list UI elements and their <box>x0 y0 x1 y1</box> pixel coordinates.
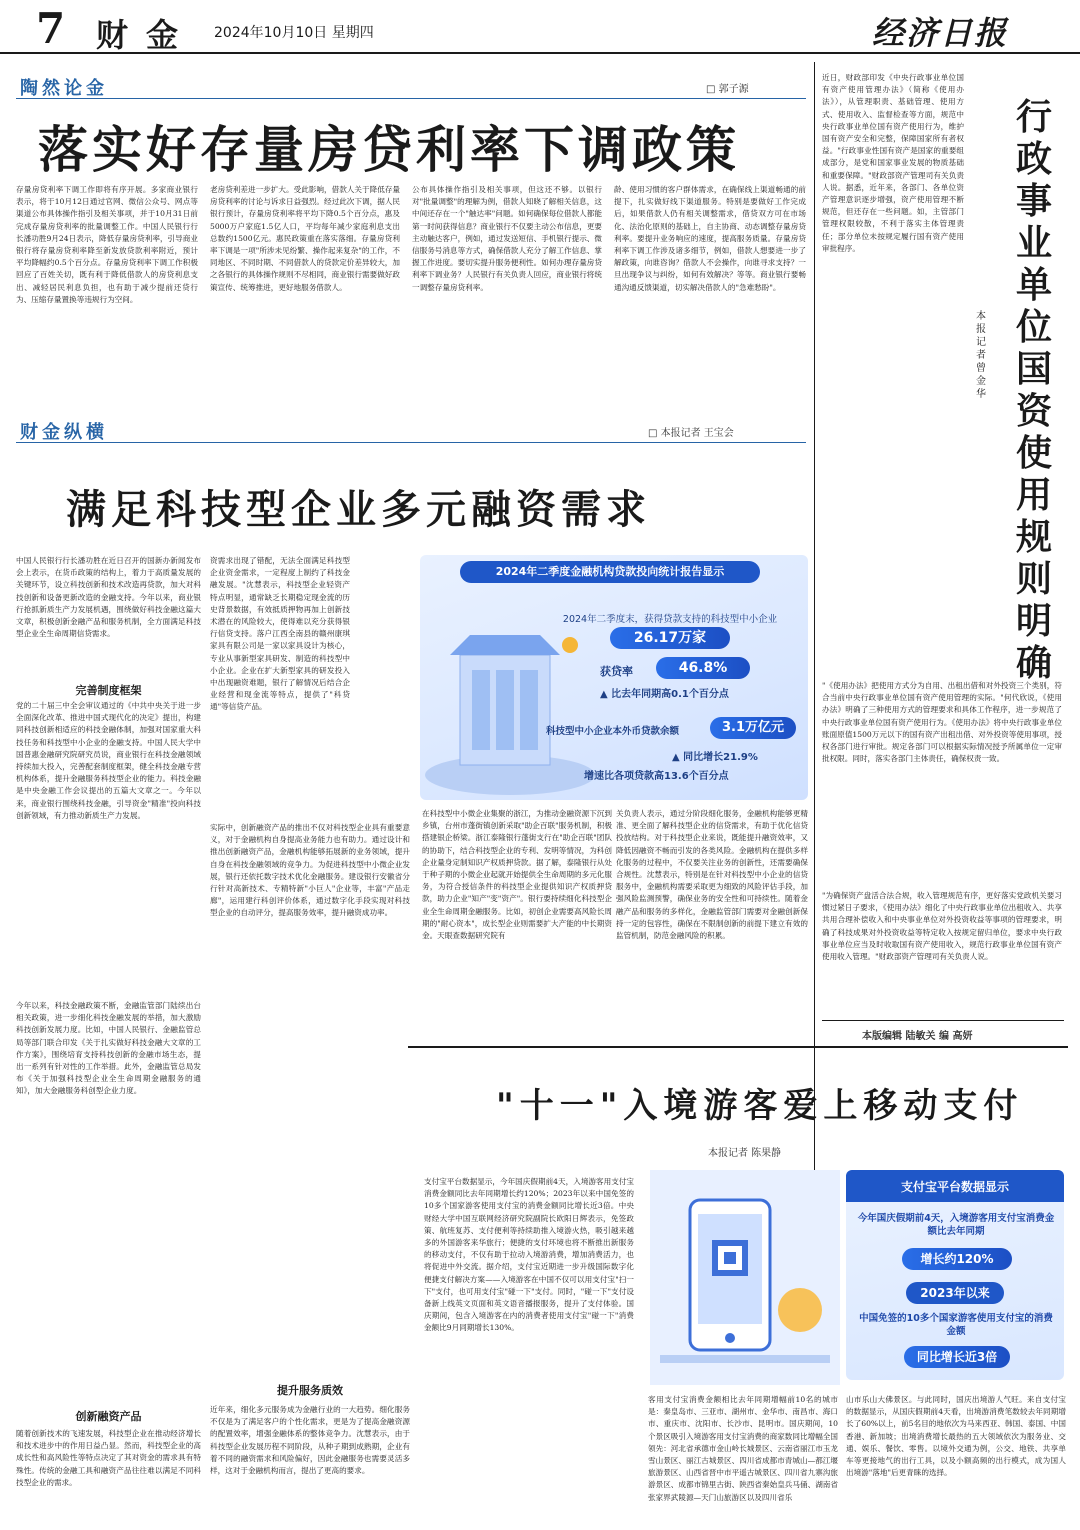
article-column: 今年以来，科技金融政策不断，金融监管部门陆续出台相关政策，进一步细化科技金融发展的举措，加大激励科技创新发展力度。比如，中国人民银行、金融监管总局等部门联合印发《关于扎实做好科技金融大文章的工作方案》，围绕培育支持科技创新的金融市场生态，提出一系列有针对性的工作举措。此外，金融监管总局发布《关于加强科技型企业全生命周期金融服务的通知》，加大金融服务科创型企业力度。 <box>16 1001 201 1096</box>
stat-label: 获贷率 <box>600 665 633 678</box>
article-column: 公布具体操作指引及相关事项，但这还不够。以银行对"批量调整"的理解为例，借款人知晓了解相关信息，这中间还存在一个"触达率"问题。如何确保每位借款人都能第一时间获得信息？商业银行不仅要主动公布信息，更要主动触达客户，例如，通过发送短信、手机银行提示、微信服务号消息等方式，确保借款人充分了解工作信息、掌握工作进度。要切实提升服务便利性。如何办理存量房贷利率下调业务？人民银行有关负责人回应，商业银行将统一调整存量房贷利率。 <box>412 185 602 292</box>
infographic-title: 2024年二季度金融机构贷款投向统计报告显示 <box>460 561 760 583</box>
stat-note: 增速比各项贷款高13.6个百分点 <box>584 771 729 782</box>
infographic-title: 支付宝平台数据显示 <box>900 1180 1009 1194</box>
headline: 落实好存量房贷利率下调政策 <box>38 120 740 179</box>
subheading: 完善制度框架 <box>75 684 142 697</box>
column-tag: 财金纵横 <box>20 422 108 443</box>
loan-statistics-infographic <box>420 555 808 800</box>
stat-label: 2024年二季度末，获得贷款支持的科技型中小企业 <box>562 614 778 625</box>
stat-value: 增长约120% <box>902 1248 1012 1270</box>
article-column: 龄、使用习惯的客户群体需求，在确保线上渠道畅通的前提下，扎实做好线下渠道服务。特别是要做好工作完成后，如果借款人仍有相关调整需求，借贷双方可在市场化、法治化原则的基础上，自主协商、动态调整存量房贷利率。要提升业务响应的速度，提高服务质量。存量房贷利率下调工作涉及诸多细节，例如，借款人想要进一步了解政策，向谁咨询？借款人不会操作，向谁寻求支持？一旦出现争议与纠纷，如何有效解决？等等。商业银行要畅通沟通反馈渠道，切实解决借款人的"急难愁盼"。 <box>614 185 806 292</box>
column-rule <box>822 1020 1064 1021</box>
page-number: 7 <box>36 4 66 53</box>
article-column: 近年来，细化多元服务成为金融行业的一大趋势。细化服务不仅是为了满足客户的个性化需求，更是为了提高金融资源的配置效率，增强金融体系的整体竞争力。沈慧表示，由于科技型企业发展历程不同阶段，从种子期到成熟期，企业有着不同的融资需求和风险偏好，因此金融服务也需要灵活多样，这对于金融机构而言，提出了更高的要求。 <box>210 1405 410 1476</box>
article-column: 中国人民银行行长潘功胜在近日召开的国新办新闻发布会上表示，在货币政策的结构上，着力于高质量发展的关键环节，设立科技创新和技术改造再贷款，加大对科技创新和设备更新改造的金融支持。今年以来，商业银行抢抓新质生产力发展机遇，围绕做好科技金融这篇大文章，积极创新金融产品和服务机制，全方面满足科技型企业全生命周期信贷需求。 <box>16 556 201 639</box>
article-column: 关负责人表示，通过分阶段细化服务，金融机构能够更精准、更全面了解科技型企业的信贷需求，有助于优化信贷投放结构。对于科技型企业来说，既能提升融资效率，又降低因融资不畅而引发的各类风险。金融机构在提供多样化服务的过程中，不仅要关注业务的创新性，还需要确保合规性。沈慧表示，特别是在针对科技型中小企业的信贷服务中，金融机构需要采取更为细致的风险评估手段，加强风险监测预警，确保业务的安全性和可持续性。随着金融产品和服务的多样化，金融监管部门需要对金融创新保持一定的包容性，确保在不限制创新的前提下建立有效的监管机制，防范金融风险的积累。 <box>616 809 808 941</box>
masthead <box>0 0 1080 54</box>
stat-note: ▲ 比去年同期高0.1个百分点 <box>600 689 729 700</box>
article-column: "《使用办法》把使用方式分为自用、出租出借和对外投资三个类别，符合当前中央行政事业单位国有资产使用管理的实际。"何代欣说，《使用办法》明确了三种使用方式的管理要求和具体工作程序，进一步规范了中央行政事业单位国有资产使用行为。《使用办法》将中央行政事业单位账面原值1500万元以下的国有资产出租出借、对外投资等使用事项，授权各部门进行审批。规定各部门可以根据实际情况授予所属单位一定审批权限。同时，落实各部门主体责任，确保权责一致。 <box>822 681 1062 764</box>
subheading: 创新融资产品 <box>75 1410 142 1423</box>
article-column: 客用支付宝消费金额相比去年同期增幅前10名的城市是：秦皇岛市、三亚市、湖州市、金华市、南昌市、海口市、重庆市、沈阳市、长沙市、昆明市。国庆期间，10个景区吸引入境游客用支付宝消费的商家数同比增幅全国领先：河北省承德市金山岭长城景区、云南省丽江市玉龙雪山景区、丽江古城景区、四川省成都市青城山—都江堰旅游景区、山西省晋中市平遥古城景区、四川省九寨沟旅游景区、成都市锦里古街、陕西省秦始皇兵马俑、湖南省张家界武陵源—天门山旅游区以及四川省乐 <box>648 1395 838 1502</box>
stat-value: 同比增长近3倍 <box>904 1346 1010 1368</box>
article-column: "为确保资产盘活合法合规，收入管理规范有序，更好落实党政机关要习惯过紧日子要求，《使用办法》细化了中央行政事业单位出租收入、共享共用合理补偿收入和中央事业单位对外投资收益等事项的管理要求，明确了科技成果对外投资收益等特定收入按规定留归单位，要求中央行政事业单位应当及时收取国有资产使用收入，规范行政事业单位国有资产使用收入管理。"财政部资产管理司有关负责人说。 <box>822 891 1062 962</box>
stat-value: 46.8% <box>656 657 750 679</box>
column-rule <box>16 442 806 443</box>
byline: 本报记者 陈果静 <box>708 1148 782 1159</box>
article-column: 存量房贷利率下调工作即将有序开展。多家商业银行表示，将于10月12日通过官网、微信公众号、网点等渠道公布具体操作指引及相关事项，并于10月31日前完成存量房贷利率的批量调整工作。中国人民银行行长潘功胜9月24日表示，降低存量房贷利率，引导商业银行将存量房贷利率降至新发放贷款利率附近，预计平均降幅约0.5个百分点。存量房贷利率下调工作积极回应了百姓关切，既有利于降低借款人的房贷利息支出、减轻居民利息负担，也有助于减少提前还贷行为、压缩存量置换等违规行为空间。 <box>16 185 198 304</box>
issue-date: 2024年10月10日 星期四 <box>214 25 374 41</box>
byline: □ 本报记者 王宝会 <box>648 428 734 439</box>
article-column: 老房贷利差进一步扩大。受此影响，借款人关于降低存量房贷利率的讨论与诉求日益强烈。经过此次下调，据人民银行预计，存量房贷利率将平均下降0.5个百分点，惠及5000万户家庭1.5亿人口，平均每年减少家庭利息支出总数约1500亿元。惠民政策重在落实落细。存量房贷利率下调是一项"所涉未见纷繁、操作起来复杂"的工作，不同地区、不同时期、不同借款人的贷款定价差异较大，加之各银行的具体操作规则不尽相同，商业银行需要做好政策宣传、统筹推进，更好地服务借款人。 <box>210 185 400 292</box>
article-column: 资需求出现了错配，无法全面满足科技型企业资金需求，一定程度上制约了科技金融发展。"沈慧表示，科技型企业轻资产特点明显，通常缺乏长期稳定现金流的历史背景数据，有效抵质押物再加上创新技术潜在的风险较大，使得难以充分获得银行信贷支持。落户江西全南县的赣州康琪家具有限公司是一家以家具设计为核心，专业从事新型家具研发、制造的科技型中小企业。企业在扩大新型家具的研发投入中出现融资难题，银行了解情况后结合企业经营和现金流等特点，提供了"科贷通"等信贷产品。 <box>210 556 350 712</box>
alipay-statistics-infographic <box>846 1170 1064 1380</box>
article-column: 支付宝平台数据显示，今年国庆假期前4天，入境游客用支付宝消费金额同比去年同期增长约120%；2023年以来中国免签的10多个国家游客使用支付宝的消费金额同比增长近3倍。中央财经大学中国互联网经济研究院副院长欧阳日辉表示，免签政策、航班复苏、支付便利等持续助推入境游火热，吸引越来越多的外国游客来华旅行；便捷的支付环境也将不断推出新服务的移动支付，不仅有助于拉动入境游消费，增加消费活力，也将促进中外交流。据介绍，支付宝近期进一步升级国际数字化便捷支付解决方案——入境游客在中国不仅可以用支付宝"扫一下"支付，也可用支付宝"碰一下"支付。同时，"碰一下"支付设备新上线英文页面和英文语音播报服务，提升了支付体验。国庆期间，包含入境游客在内的消费者使用支付宝"碰一下"消费金额比9月同期增长130%。 <box>424 1177 634 1333</box>
article-column: 山市乐山大佛景区。与此同时，国庆出境游人气旺。来自支付宝的数据显示，从国庆假期前4天看，出境游消费笔数较去年同期增长了60%以上，前5名目的地依次为马来西亚、韩国、泰国、中国香港、新加坡；出境消费增长最热的五大领域依次为服务业、交通、娱乐、餐饮、零售。以境外交通为例，公交、地铁、共享单车等更接地气的出行工具，以及小额高频的出行模式，成为国人出境游"落地"后更青睐的选择。 <box>846 1395 1066 1478</box>
article-column: 随着创新技术的飞速发展，科技型企业在推动经济增长和技术进步中的作用日益凸显。然而，科技型企业的高成长性和高风险性等特点决定了其对资金的需求具有特殊性。传统的金融工具和融资产品往往难以满足不同科技型企业的需求。 <box>16 1429 201 1487</box>
stat-label: 中国免签的10多个国家游客使用支付宝的消费金额 <box>859 1313 1053 1337</box>
article-column: 在科技型中小微企业集聚的浙江，为推动金融资源下沉到乡镇，台州市蓬街镇创新采取"助企百联"服务机制，积极搭建银企桥梁。浙江泰隆银行蓬街支行在"助企百联"团队的协助下，结合科技型企业的专利、发明等情况，为科创企业量身定制知识产权质押贷款。据了解，泰隆银行从处于种子期的小微企业起就开始提供全生命周期的多元化服务，为符合授信条件的科技型企业提供知识产权质押贷款，助力企业"知产"变"资产"。银行要持续细化科技型企业全生命周期金融服务。比如，初创企业需要高风险长周期的"耐心资本"，成长型企业则需要扩大产能的中长期资金。天眼查数据研究院有 <box>422 809 612 941</box>
stat-label: 今年国庆假期前4天，入境游客用支付宝消费金额比去年同期 <box>857 1213 1055 1237</box>
article-column: 实际中，创新融资产品的推出不仅对科技型企业具有重要意义，对于金融机构自身提高业务能力也有助力。通过设计和推出创新融资产品，金融机构能够拓展新的业务领域，提升自身在科技金融领域的竞争力。为促进科技型中小微企业发展，银行还依托数字技术优化金融服务。建设银行安徽省分行针对高新技术、专精特新"小巨人"企业等，丰富"产品走廊"，运用建行科创评价体系，通过数字化手段实现对科技型企业的自动评分，提高服务效率，提升融资成功率。 <box>210 823 410 918</box>
article-column: 党的二十届三中全会审议通过的《中共中央关于进一步全面深化改革、推进中国式现代化的决定》提出，构建同科技创新相适应的科技金融体制，加强对国家重大科技任务和科技型中小企业的金融支持。中国人民大学中国普惠金融研究院研究员说，商业银行在科技金融领域持续加大投入，完善配套制度框架，健全科技金融专营机构体系，提升金融服务科技型企业的能力。科技金融是中央金融工作会议提出的五篇大文章之一。今年以来，商业银行围绕科技金融，引导资金"精准"投向科技创新领域，有力推动新质生产力发展。 <box>16 701 201 820</box>
stat-note: ▲ 同比增长21.9% <box>672 752 758 763</box>
headline: 满足科技型企业多元融资需求 <box>66 486 651 533</box>
headline: "十一"入境游客爱上移动支付 <box>496 1086 1024 1126</box>
stat-label: 2023年以来 <box>906 1282 1004 1304</box>
byline: □ 郭子源 <box>706 84 749 95</box>
section-name: 财金 <box>96 16 197 54</box>
subheading: 提升服务质效 <box>277 1384 343 1397</box>
vertical-headline: 行政事业单位国资使用规则明确 <box>1015 96 1052 684</box>
editor-credit: 本版编辑 陆敏关 编 高妍 <box>862 1031 973 1042</box>
stat-value: 26.17万家 <box>610 627 730 649</box>
vertical-byline: 本报记者 曾金华 <box>976 311 986 400</box>
article-column: 近日，财政部印发《中央行政事业单位国有资产使用管理办法》（简称《使用办法》），从管理职责、基础管理、使用方式、使用收入、监督检查等方面，规范中央行政事业单位国有资产使用行为，维护国有资产安全和完整，保障国家所有者权益。"行政事业性国有资产是国家的重要组成部分，是党和国家事业发展的物质基础和重要保障。"财政部资产管理司有关负责人说。据悉，近年来，各部门、各单位资产管理意识逐步增强，资产使用管理不断规范，但还存在一些问题。如，主管部门管理权限较散，不利于落实主体管理责任；部分单位未按规定履行国有资产使用审批程序。 <box>822 73 964 253</box>
column-rule <box>16 98 806 99</box>
stat-value: 3.1万亿元 <box>710 717 796 739</box>
column-divider <box>814 62 815 1352</box>
column-tag: 陶然论金 <box>20 78 108 99</box>
phone-illustration <box>650 1170 840 1385</box>
section-rule <box>408 1046 1068 1048</box>
paper-logo: 经济日报 <box>872 14 1009 52</box>
building-illustration <box>420 615 600 800</box>
stat-label: 科技型中小企业本外币贷款余额 <box>546 726 680 737</box>
